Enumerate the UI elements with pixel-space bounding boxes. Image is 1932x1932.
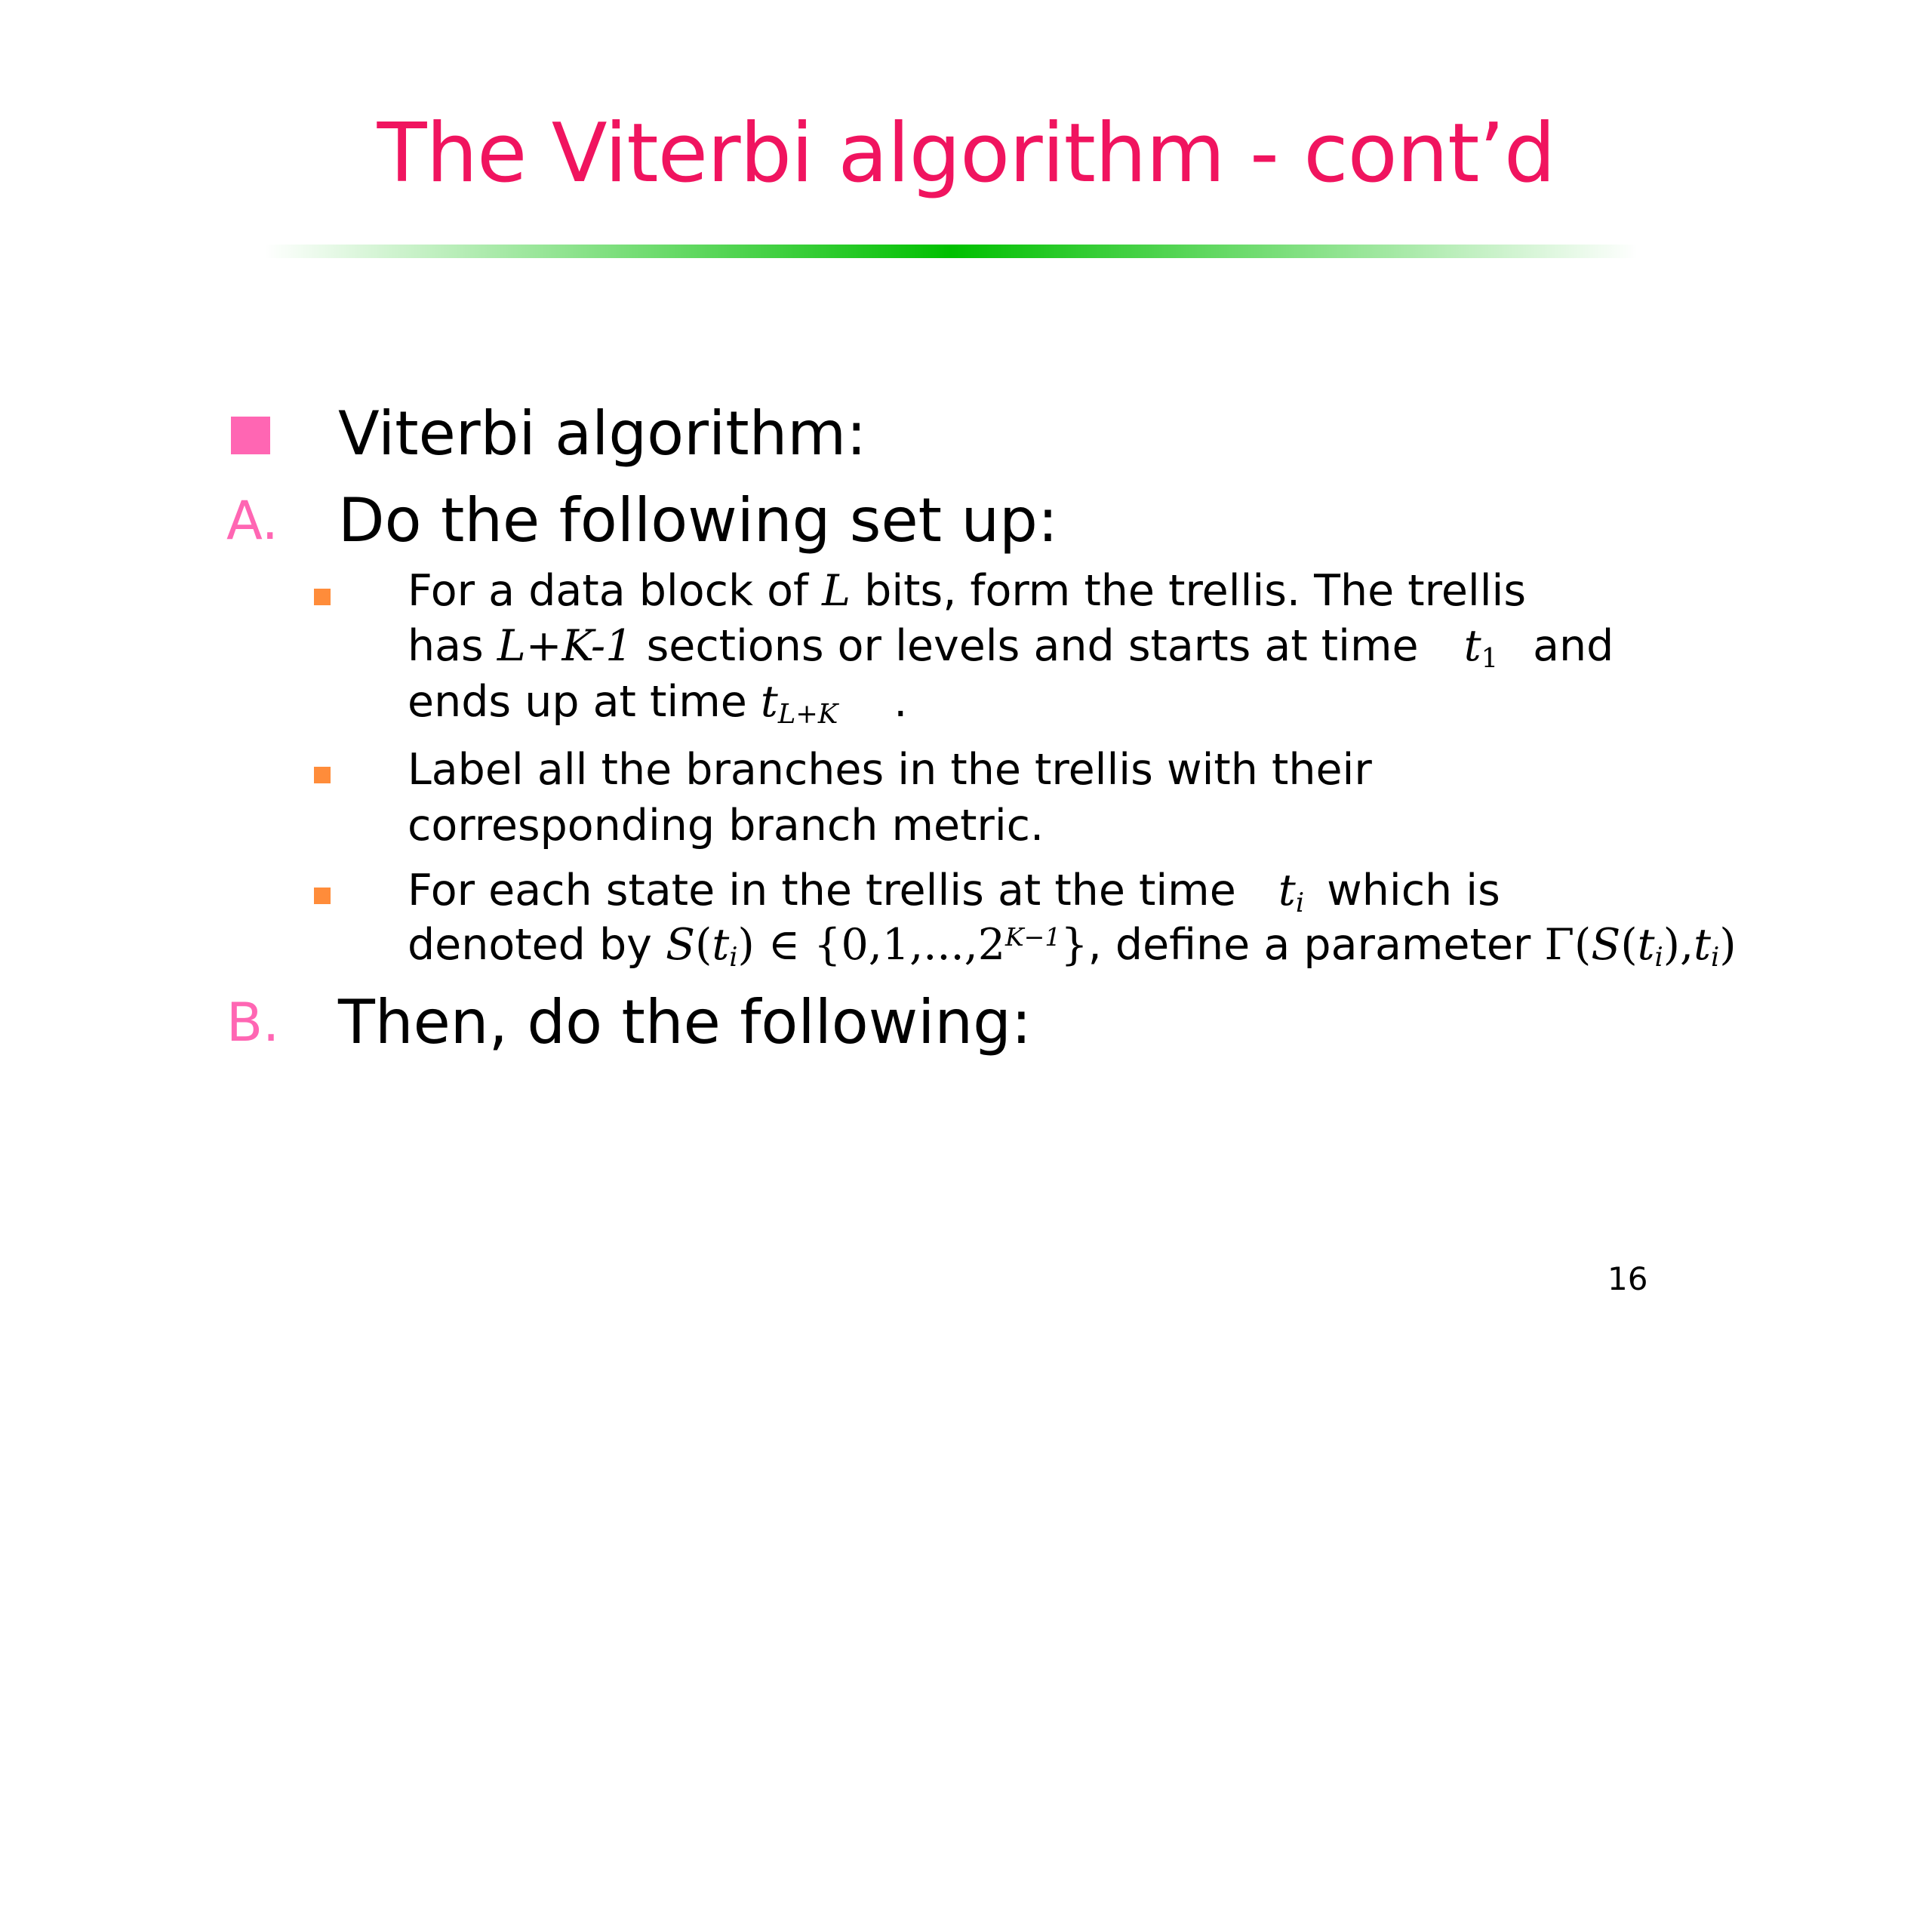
bullet-1-line-2: has L+K-1 sections or levels and starts at time $t_1$ and (408, 621, 1614, 674)
slide-title: The Viterbi algorithm - cont’d (377, 106, 1555, 201)
step-a-letter: A. (226, 490, 278, 552)
title-underline (264, 245, 1638, 258)
bullet-2-line-1: Label all the branches in the trellis with their (408, 745, 1372, 795)
page-number: 16 (1607, 1260, 1648, 1297)
bullet-1-line-1: For a data block of L bits, form the trellis. The trellis (408, 566, 1527, 616)
step-b-text: Then, do the following: (338, 987, 1032, 1057)
square-bullet-icon (314, 767, 331, 783)
square-bullet-icon (231, 417, 270, 454)
bullet-3-line-1: For each state in the trellis at the time $t_i$ which is (408, 866, 1500, 918)
square-bullet-icon (314, 888, 331, 904)
square-bullet-icon (314, 589, 331, 605)
heading-viterbi: Viterbi algorithm: (338, 398, 867, 469)
bullet-1-line-3: ends up at time $t_{L+K}$ . (408, 677, 908, 730)
step-b-letter: B. (226, 992, 280, 1054)
bullet-3-line-2: denoted by $S(t_i)$ ∈ $\{0,1,...,2^{K-1}\}$, define a parameter $\Gamma(S(t_i),t_i)$ (408, 920, 1737, 973)
bullet-2-line-2: corresponding branch metric. (408, 801, 1044, 851)
step-a-text: Do the following set up: (338, 485, 1058, 555)
